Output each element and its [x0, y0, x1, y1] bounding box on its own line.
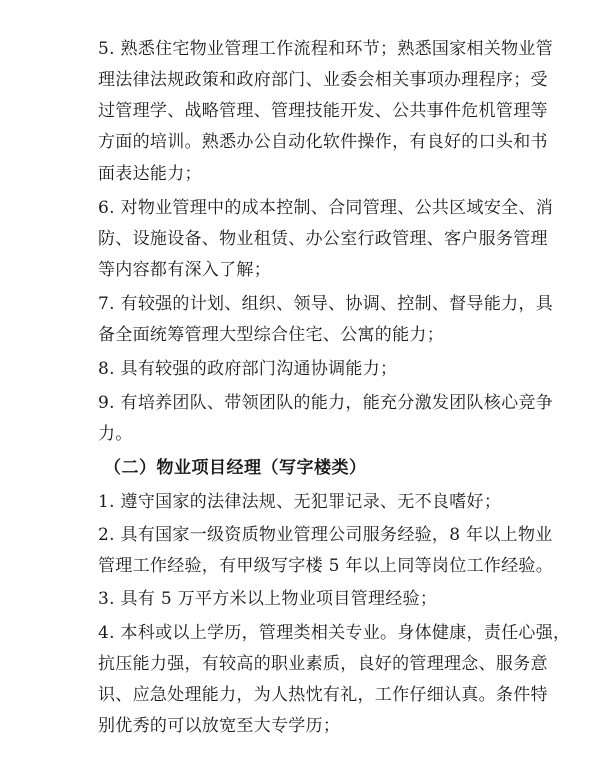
text-line: 1. 遵守国家的法律法规、无犯罪记录、无不良嗜好； — [98, 492, 502, 512]
text-line: 过管理学、战略管理、管理技能开发、公共事件危机管理等 — [98, 101, 548, 121]
text-line: 7. 有较强的计划、组织、领导、协调、控制、督导能力，具 — [98, 294, 554, 314]
text-line: 管理工作经验，有甲级写字楼 5 年以上同等岗位工作经验。 — [98, 556, 554, 576]
text-line: 方面的培训。熟悉办公自动化软件操作，有良好的口头和书 — [98, 132, 548, 152]
text-line: 2. 具有国家一级资质物业管理公司服务经验，8 年以上物业 — [98, 525, 553, 545]
text-line: 5. 熟悉住宅物业管理工作流程和环节；熟悉国家相关物业管 — [98, 39, 554, 59]
text-line: 识、应急处理能力，为人热忱有礼，工作仔细认真。条件特 — [98, 685, 548, 705]
text-line: 力。 — [98, 424, 133, 444]
text-line: 别优秀的可以放宽至大专学历； — [98, 716, 341, 736]
text-line: 备全面统筹管理大型综合住宅、公寓的能力； — [98, 325, 444, 345]
text-line: 4. 本科或以上学历，管理类相关专业。身体健康，责任心强， — [98, 623, 571, 643]
text-line: 防、设施设备、物业租赁、办公室行政管理、客户服务管理 — [98, 229, 548, 249]
text-line: 面表达能力； — [98, 164, 202, 184]
section-heading: （二）物业项目经理（写字楼类） — [104, 458, 367, 478]
text-line: 9. 有培养团队、带领团队的能力，能充分激发团队核心竞争 — [98, 393, 554, 413]
text-line: 抗压能力强，有较高的职业素质，良好的管理理念、服务意 — [98, 654, 548, 674]
text-line: 3. 具有 5 万平方米以上物业项目管理经验； — [98, 589, 438, 609]
text-line: 6. 对物业管理中的成本控制、合同管理、公共区域安全、消 — [98, 198, 554, 218]
text-line: 8. 具有较强的政府部门沟通协调能力； — [98, 359, 398, 379]
text-line: 理法律法规政策和政府部门、业委会相关事项办理程序；受 — [98, 70, 548, 90]
text-line: 等内容都有深入了解； — [98, 260, 271, 280]
